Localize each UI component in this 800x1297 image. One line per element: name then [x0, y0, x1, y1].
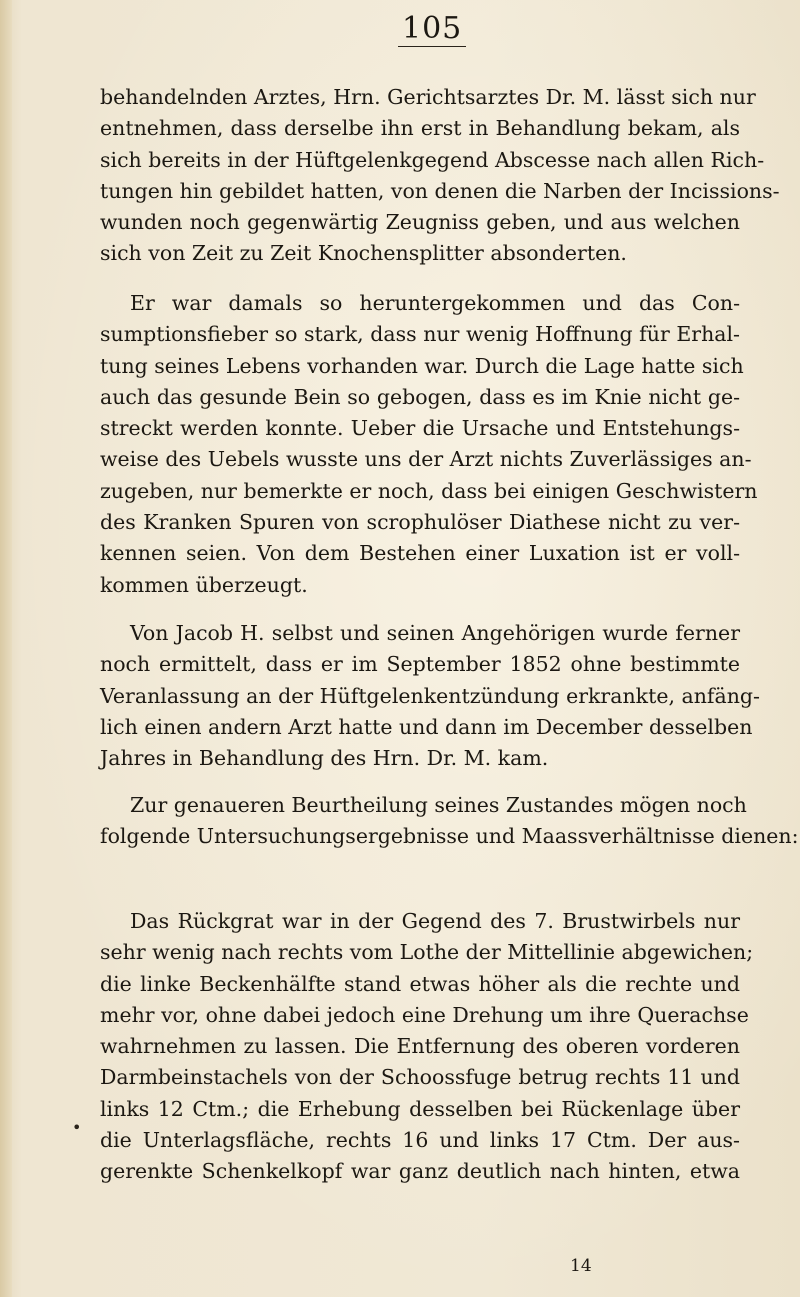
- text-line: gerenkte Schenkelkopf war ganz deutlich nach hinten, etwa: [100, 1159, 740, 1184]
- page-binding-edge: [0, 0, 12, 1297]
- paragraph-5: [100, 906, 754, 1188]
- text-line: behandelnden Arztes, Hrn. Gerichtsarztes Dr. M. lässt sich nur: [100, 85, 756, 109]
- paragraph-1: [100, 82, 780, 270]
- text-line: auch das gesunde Bein so gebogen, dass es im Knie nicht ge-: [100, 384, 740, 409]
- text-line: sehr wenig nach rechts vom Lothe der Mittellinie abgewichen;: [100, 940, 754, 965]
- text-line: links 12 Ctm.; die Erhebung desselben bei Rückenlage über: [100, 1096, 740, 1121]
- text-line: sich bereits in der Hüftgelenkgegend Abscesse nach allen Rich-: [100, 147, 765, 172]
- text-line: streckt werden konnte. Ueber die Ursache und Entstehungs-: [100, 416, 740, 441]
- text-line: zugeben, nur bemerkte er noch, dass bei einigen Geschwistern: [100, 478, 758, 503]
- text-line: des Kranken Spuren von scrophulöser Diathese nicht zu ver-: [100, 510, 740, 535]
- text-line: folgende Untersuchungsergebnisse und Maassverhältnisse dienen:: [100, 824, 799, 849]
- signature-mark: 14: [570, 1256, 592, 1276]
- text-line: Das Rückgrat war in der Gegend des 7. Brustwirbels nur: [130, 909, 740, 933]
- text-line: kennen seien. Von dem Bestehen einer Luxation ist er voll-: [100, 541, 740, 566]
- margin-dot: •: [72, 1118, 82, 1137]
- text-line: Von Jacob H. selbst und seinen Angehörigen wurde ferner: [130, 621, 740, 645]
- text-line: wahrnehmen zu lassen. Die Entfernung des oberen vorderen: [100, 1034, 740, 1059]
- text-line: die linke Beckenhälfte stand etwas höher als die rechte und: [100, 971, 740, 996]
- text-line: mehr vor, ohne dabei jedoch eine Drehung um ihre Querachse: [100, 1002, 749, 1027]
- text-line: weise des Uebels wusste uns der Arzt nichts Zuverlässiges an-: [100, 447, 752, 472]
- text-line: Darmbeinstachels von der Schoossfuge betrug rechts 11 und: [100, 1065, 740, 1090]
- text-line: Er war damals so heruntergekommen und das Con-: [130, 291, 740, 315]
- text-line: Zur genaueren Beurtheilung seines Zustandes mögen noch: [130, 793, 747, 817]
- paragraph-4: [100, 790, 799, 853]
- text-line: Jahres in Behandlung des Hrn. Dr. M. kam.: [100, 746, 549, 771]
- text-line: sumptionsfieber so stark, dass nur wenig Hoffnung für Erhal-: [100, 322, 740, 347]
- paragraph-3: [100, 618, 760, 774]
- text-line: entnehmen, dass derselbe ihn erst in Behandlung bekam, als: [100, 116, 740, 141]
- text-line: sich von Zeit zu Zeit Knochensplitter absonderten.: [100, 241, 627, 266]
- text-line: tungen hin gebildet hatten, von denen die Narben der Incissions-: [100, 178, 780, 203]
- text-line: wunden noch gegenwärtig Zeugniss geben, und aus welchen: [100, 210, 740, 235]
- text-line: tung seines Lebens vorhanden war. Durch die Lage hatte sich: [100, 353, 744, 378]
- text-line: die Unterlagsfläche, rechts 16 und links 17 Ctm. Der aus-: [100, 1128, 740, 1153]
- text-line: Veranlassung an der Hüftgelenkentzündung erkrankte, anfäng-: [100, 683, 760, 708]
- paragraph-2: [100, 288, 758, 601]
- page-number: 105: [398, 14, 466, 47]
- text-line: kommen überzeugt.: [100, 572, 308, 597]
- text-line: lich einen andern Arzt hatte und dann im December desselben: [100, 714, 753, 739]
- text-line: noch ermittelt, dass er im September 1852 ohne bestimmte: [100, 652, 740, 677]
